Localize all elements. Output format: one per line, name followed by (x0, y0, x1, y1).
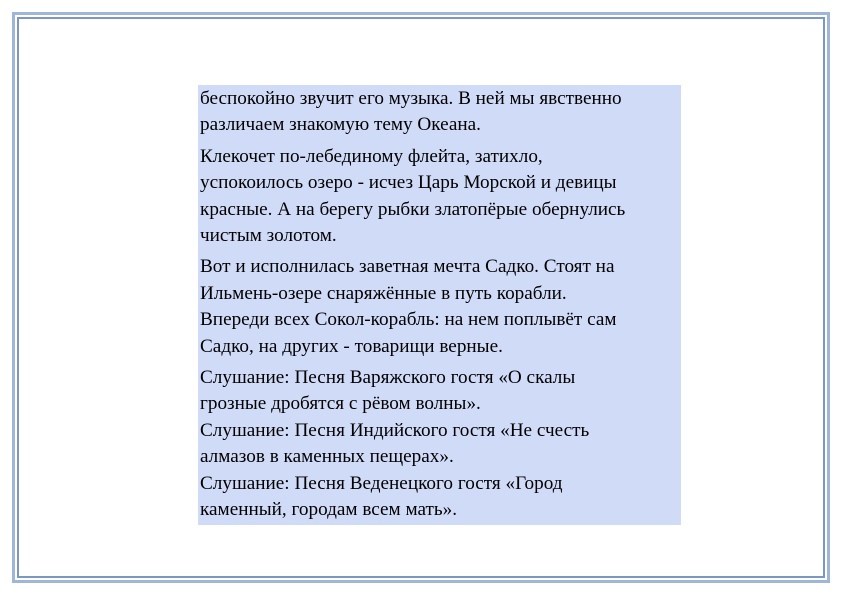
text-line: Вот и исполнилась заветная мечта Садко. Стоят на (200, 256, 615, 278)
text-line: Садко, на других - товарищи верные. (200, 335, 503, 357)
text-line: Слушание: Песня Варяжского гостя «О скалы (200, 367, 576, 389)
text-line: красные. А на берегу рыбки златопёрые обернулись (200, 198, 626, 220)
text-line: чистым золотом. (200, 225, 337, 247)
text-line: Ильмень-озере снаряжённые в путь корабли. (200, 282, 567, 304)
text-line: Клекочет по-лебединому флейта, затихло, (200, 145, 543, 167)
paragraph-listening-songs (200, 365, 681, 523)
text-line: Слушание: Песня Веденецкого гостя «Город (200, 472, 563, 494)
text-line: различаем знакомую тему Океана. (200, 114, 481, 136)
text-line: каменный, городам всем мать». (200, 499, 458, 521)
paragraph-ocean-theme (200, 86, 681, 139)
text-line: Слушание: Песня Индийского гостя «Не счесть (200, 419, 590, 441)
text-line: алмазов в каменных пещерах». (200, 446, 454, 468)
text-line: беспокойно звучит его музыка. В ней мы явственно (200, 88, 622, 109)
text-line: грозные дробятся с рёвом волны». (200, 393, 481, 415)
paragraph-sadko-dream (200, 254, 681, 360)
text-box (198, 85, 681, 525)
paragraph-lake-calm (200, 144, 681, 250)
text-line: Впереди всех Сокол-корабль: на нем поплывёт сам (200, 309, 617, 331)
text-line: успокоилось озеро - исчез Царь Морской и девицы (200, 172, 617, 194)
